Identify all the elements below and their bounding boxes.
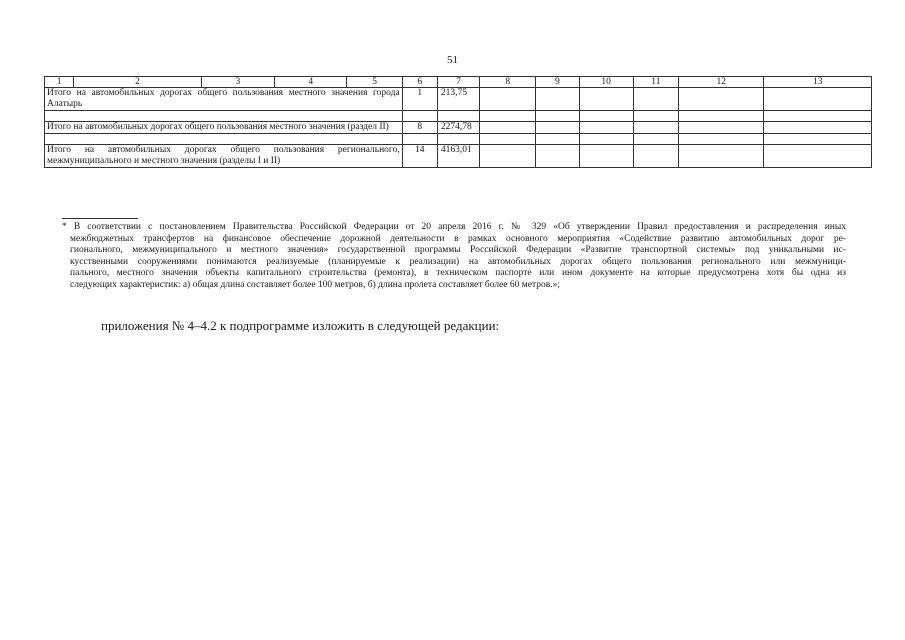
footnote-line: межбюджетных трансфертов на финансовое обеспечение дорожной деятельности в рамках основного мероприятия «Содействие развитию автомобильных дорог ре- [70, 233, 846, 244]
header-cell: 1 [45, 77, 74, 88]
header-cell: 8 [480, 77, 536, 88]
header-cell: 10 [579, 77, 633, 88]
table-row [45, 88, 872, 111]
spacer-row [45, 134, 872, 145]
header-cell: 13 [764, 77, 872, 88]
page-number: 51 [447, 54, 458, 66]
spacer-row [45, 111, 872, 122]
footnote-line: кусственными сооружениями понимаются реализуемые (планируемые к реализации) на автомобильных дорогах общего пользования регионального или межмуници- [70, 256, 846, 267]
footnote-separator [62, 218, 138, 219]
row-amount: 213,75 [437, 88, 479, 111]
row-amount: 4163,01 [437, 145, 479, 168]
footnote [62, 222, 846, 291]
footnote-line: гионального, межмуниципального и местного значения» государственной программы Российской Федерации «Развитие транспортной системы» под уникальными ис- [70, 245, 846, 255]
row-label: Итого на автомобильных дорогах общего пользования местного значения (раздел II) [45, 122, 403, 134]
footnote-line: следующих характеристик: а) общая длина составляет более 100 метров, б) длина пролета составляет более 60 метров.»; [70, 279, 560, 290]
header-cell: 5 [347, 77, 402, 88]
header-cell: 6 [402, 77, 437, 88]
header-cell: 7 [437, 77, 479, 88]
header-cell: 2 [74, 77, 202, 88]
row-count: 14 [402, 145, 437, 168]
header-cell: 3 [201, 77, 274, 88]
header-cell: 11 [633, 77, 678, 88]
table-row [45, 145, 872, 168]
row-count: 1 [402, 88, 437, 111]
row-count: 8 [402, 122, 437, 134]
footnote-line: * В соответствии с постановлением Правительства Российской Федерации от 20 апреля 2016 г. № 329 «Об утверждении Правил предоставления и распределения иных [62, 222, 846, 232]
summary-table [44, 76, 872, 168]
header-cell: 12 [678, 77, 763, 88]
body-paragraph: приложения № 4–4.2 к подпрограмме изложить в следующей редакции: [101, 318, 500, 333]
row-label: Итого на автомобильных дорогах общего пользования регионального, межмуниципального и местного значения (разделы I и II) [45, 145, 403, 168]
table-row [45, 122, 872, 134]
header-cell: 4 [275, 77, 347, 88]
row-label: Итого на автомобильных дорогах общего пользования местного значения города Алатырь [45, 88, 403, 111]
row-amount: 2274,78 [437, 122, 479, 134]
header-cell: 9 [536, 77, 579, 88]
table-header-row [45, 77, 872, 88]
footnote-line: пального, местного значения объекты капитального строительства (ремонта), в техническом паспорте или ином документе на которые предусмотрена хотя бы одна из [70, 268, 846, 278]
